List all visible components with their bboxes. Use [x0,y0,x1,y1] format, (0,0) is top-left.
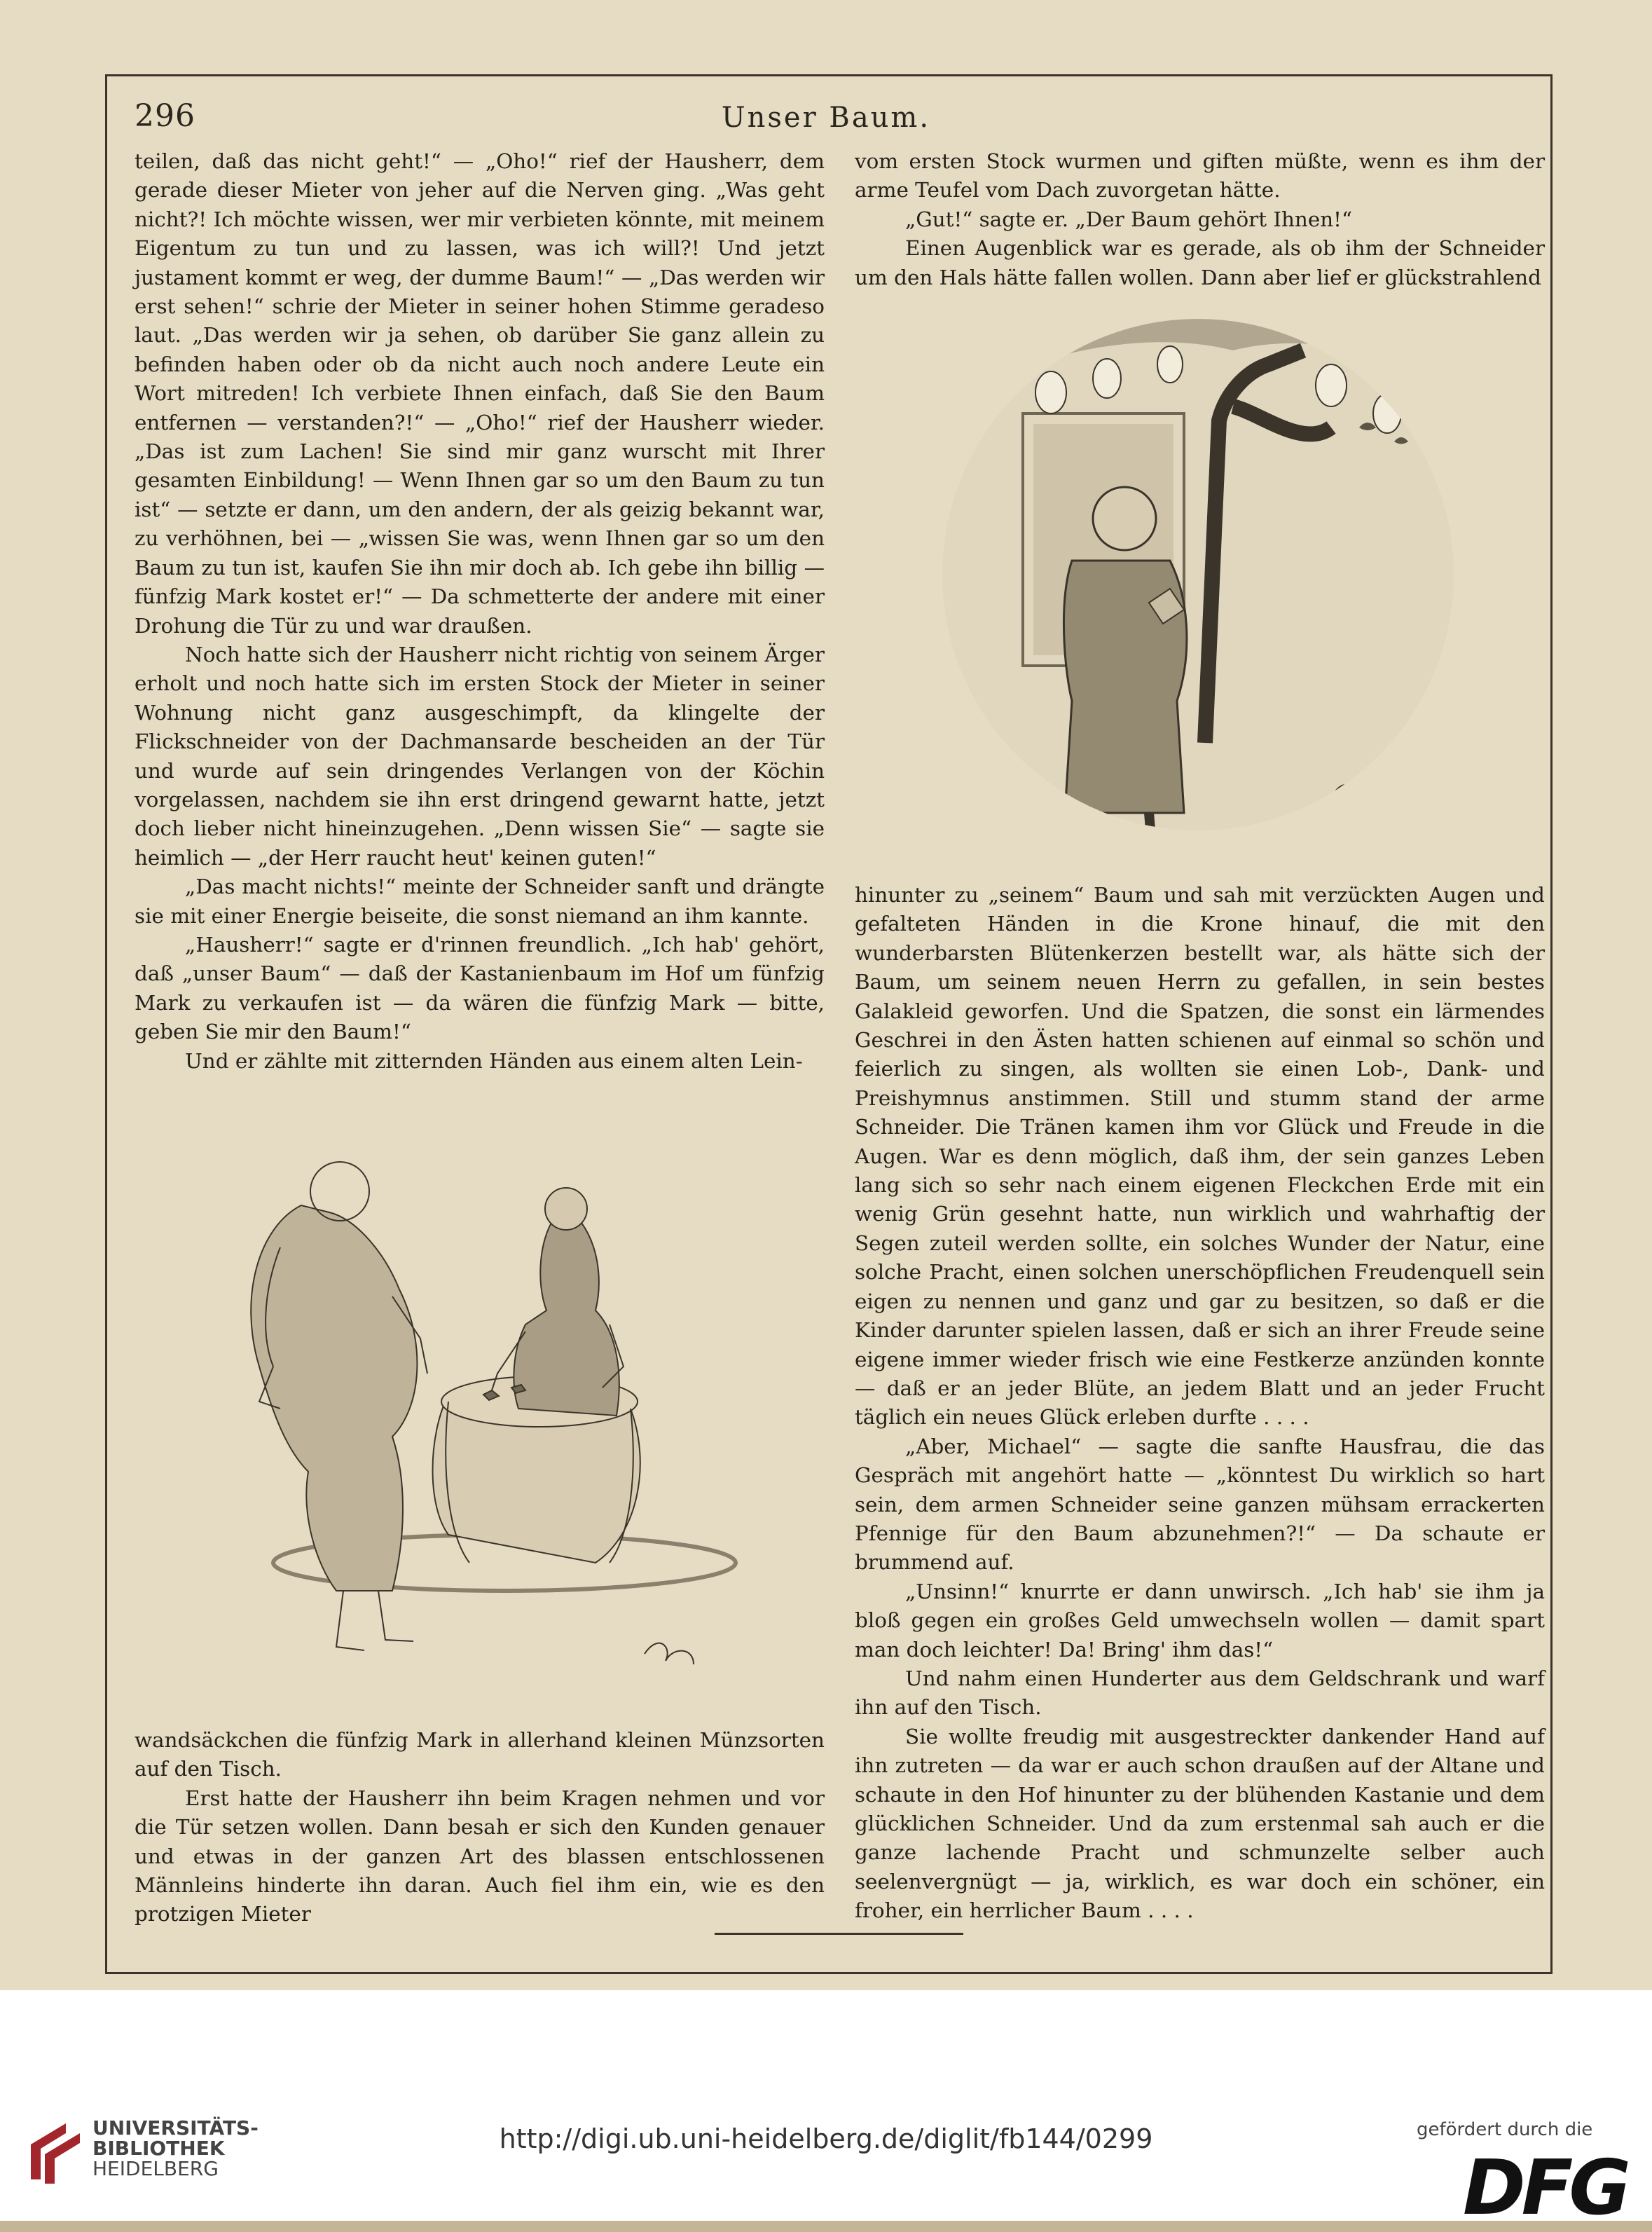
paragraph: Einen Augenblick war es gerade, als ob ihm der Schneider um den Hals hätte fallen wollen. Dann aber lief er glückstrahlend [855,236,1545,289]
paragraph: hinunter zu „seinem“ Baum und sah mit verzückten Augen und gefalteten Händen in die Krone hinauf, die mit den wunderbarsten Blütenkerzen bestellt war, als hätte sich der Baum, um seinem neuen Herrn zu gefallen, in sein bestes Galakleid geworfen. Und die Spatzen, die sonst ein lärmendes Geschrei in den Ästen hatten schienen auf einmal so schön und feierlich zu singen, als wollten sie einen Lob-, Dank- und Preishymnus anstimmen. Still und stumm stand der arme Schneider. Die Tränen kamen ihm vor Glück und Freude in die Augen. War es denn möglich, daß ihm, der sein ganzes Leben lang sich so sehr nach einem eigenen Fleckchen Erde mit ein wenig Grün gesehnt hatte, nun wirklich und wahrhaftig der Segen zuteil werden sollte, ein solches Wunder der Natur, eine solche Pracht, einen solchen unerschöpflichen Freudenquell sein eigen zu nennen und ganz und gar zu besitzen, so daß er die Kinder darunter spielen lassen, daß er sich an ihrer Freude seine eigene immer wieder frisch wie eine Festkerze anzünden konnte — daß er an jeder Blüte, an jedem Blatt und an jeder Frucht täglich ein neues Glück erleben durfte . . . . [855,883,1545,1430]
right-column-bottom [855,881,1545,1926]
funded-by-label: gefördert durch die [1417,2119,1593,2140]
paragraph: „Das macht nichts!“ meinte der Schneider sanft und drängte sie mit einer Energie beiseite, die sonst niemand an ihm kannte. [135,875,825,928]
paragraph: „Gut!“ sagte er. „Der Baum gehört Ihnen!“ [905,207,1352,231]
tailor-under-tree-illustration [939,308,1457,869]
paragraph: Und er zählte mit zitternden Händen aus einem alten Lein- [185,1048,803,1073]
left-column-top [135,147,825,1076]
paragraph: „Hausherr!“ sagte er d'rinnen freundlich. „Ich hab' gehört, daß „unser Baum“ — daß der Kastanienbaum im Hof um fünfzig Mark zu verkaufen ist — da wären die fünfzig Mark — bitte, geben Sie mir den Baum!“ [135,932,825,1044]
end-rule [715,1933,963,1935]
paragraph: teilen, daß das nicht geht!“ — „Oho!“ rief der Hausherr, dem gerade dieser Mieter von jeher auf die Nerven ging. „Was geht nicht?! Ich möchte wissen, wer mir verbieten könnte, mit meinem Eigentum zu tun und zu lassen, was ich will?! Und jetzt justament kommt er weg, der dumme Baum!“ — „Das werden wir erst sehen!“ schrie der Mieter in seiner hohen Stimme geradeso laut. „Das werden wir ja sehen, ob darüber Sie ganz allein zu befinden haben oder ob da nicht auch noch andere Leute ein Wort mitreden! Ich verbiete Ihnen einfach, daß Sie den Baum entfernen — verstanden?!“ — „Oho!“ rief der Hausherr wieder. „Das ist zum Lachen! Sie sind mir ganz wurscht mit Ihrer gesamten Einbildung! — Wenn Ihnen gar so um den Baum zu tun ist“ — setzte er dann, um den andern, der als geizig bekannt war, zu verhöhnen, bei — „wissen Sie was, wenn Ihnen gar so um den Baum zu tun ist, kaufen Sie ihn mir doch ab. Ich gebe ihn billig — fünfzig Mark kostet er!“ — Da schmetterte der andere mit einer Drohung die Tür zu und war draußen. [135,149,825,638]
library-name-line: BIBLIOTHEK [92,2137,225,2160]
paragraph: wandsäckchen die fünfzig Mark in allerhand kleinen Münzsorten auf den Tisch. [135,1728,825,1781]
left-column-bottom [135,1726,825,1929]
paragraph: „Unsinn!“ knurrte er dann unwirsch. „Ich hab' sie ihm ja bloß gegen ein großes Geld umwechseln wollen — damit spart man doch leichter! Da! Bring' ihm das!“ [855,1579,1545,1662]
dfg-logo[interactable]: DFG [1463,2144,1627,2232]
paragraph: Erst hatte der Hausherr ihn beim Kragen nehmen und vor die Tür setzen wollen. Dann besah er sich den Kunden genauer und etwas in der ganzen Art des blassen entschlossenen Männleins hinderte ihn daran. Auch fiel ihm ein, wie es den protzigen Mieter [135,1786,825,1926]
paragraph: Sie wollte freudig mit ausgestreckter dankender Hand auf ihn zutreten — da war er auch schon draußen auf der Altane und schaute in den Hof hinunter zu der blühenden Kastanie und dem glücklichen Schneider. Und da zum erstenmal sah auch er die ganze lachende Pracht und schmunzelte selber auch seelenvergnügt — ja, wirklich, es war doch ein schöner, ein froher, ein herrlicher Baum . . . . [855,1724,1545,1923]
running-head: Unser Baum. [721,102,931,134]
paragraph: Und nahm einen Hunderter aus dem Geldschrank und warf ihn auf den Tisch. [855,1666,1545,1720]
source-url-link[interactable]: http://digi.ub.uni-heidelberg.de/diglit/fb144/0299 [499,2123,1153,2154]
landlord-tailor-table-illustration [217,1142,750,1703]
library-name-line: UNIVERSITÄTS- [92,2116,259,2139]
footer-bar [0,1990,1652,2221]
paragraph: „Aber, Michael“ — sagte die sanfte Hausfrau, die das Gespräch mit angehört hatte — „könntest Du wirklich so hart sein, dem armen Schneider seine ganzen mühsam errackerten Pfennige für den Baum abzunehmen?!“ — Da schaute er brummend auf. [855,1434,1545,1575]
page-number: 296 [135,98,195,134]
paragraph: Noch hatte sich der Hausherr nicht richtig von seinem Ärger erholt und noch hatte sich im ersten Stock der Mieter in seiner Wohnung nicht ganz ausgeschimpft, da klingelte der Flickschneider von der Dachmansarde bescheiden an der Tür und wurde auf sein dringendes Verlangen von der Köchin vorgelassen, nachdem sie ihn erst dringend gewarnt hatte, jetzt doch lieber nicht hineinzugehen. „Denn wissen Sie“ — sagte sie heimlich — „der Herr raucht heut' keinen guten!“ [135,642,825,870]
library-name-line: HEIDELBERG [92,2157,219,2180]
right-column-top [855,147,1545,292]
paragraph: vom ersten Stock wurmen und giften müßte, wenn es ihm der arme Teufel vom Dach zuvorgetan hätte. [855,149,1545,203]
